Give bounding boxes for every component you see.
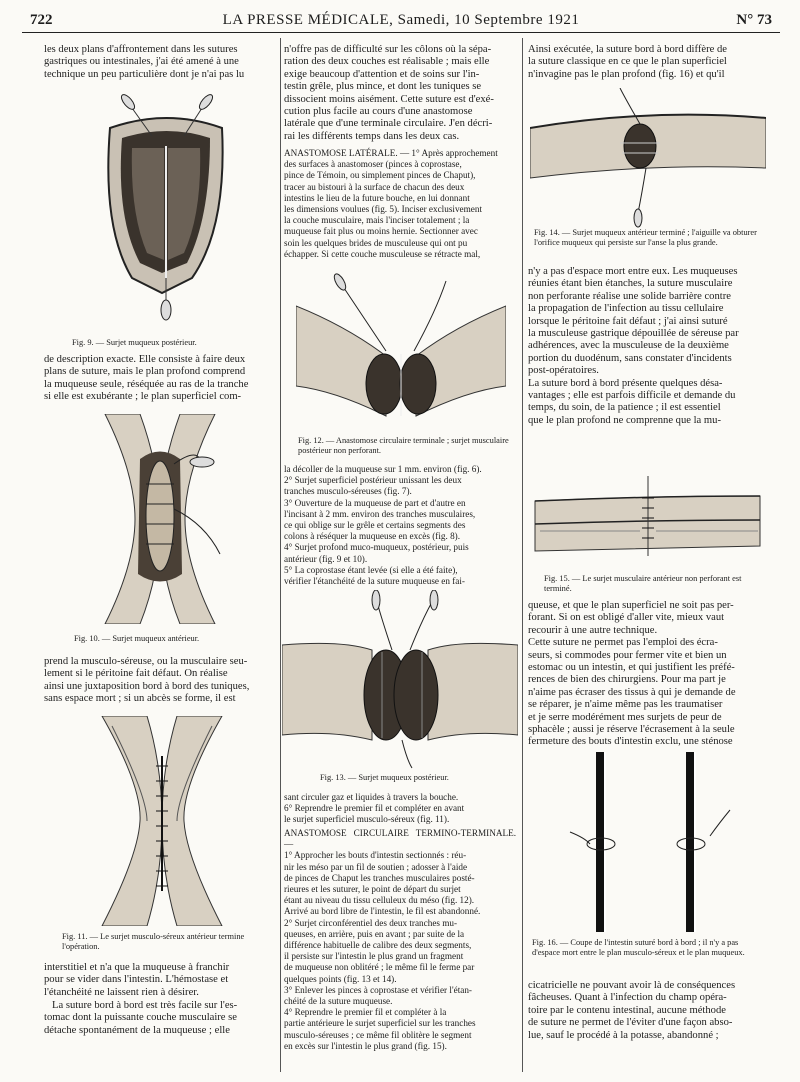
paragraph: les deux plans d'affrontement dans les sutures gastriques ou intestinales, j'ai été amené à une technique un peu particulière dont je n'ai pas lu [44,44,245,80]
figure-9-caption: Fig. 9. — Surjet muqueux postérieur. [72,338,197,347]
issue-number: N° 73 [736,12,772,28]
figure-15-caption: Fig. 15. — Le surjet musculaire antérieur non perforant est terminé. [544,574,742,593]
figure-13-illustration [282,590,518,770]
figure-10-caption: Fig. 10. — Surjet muqueux antérieur. [74,634,200,643]
page-number: 722 [30,12,53,28]
figure-13-caption: Fig. 13. — Surjet muqueux postérieur. [320,773,449,782]
figure-16-illustration [560,752,740,932]
paragraph: Ainsi exécutée, la suture bord à bord diffère de la suture classique en ce que le plan superficiel n'invagine pas le plan profond (fig. 16) et qu'il [528,44,727,80]
figure-11-caption: Fig. 11. — Le surjet musculo-séreux antérieur termine l'opération. [62,932,245,951]
paragraph: de description exacte. Elle consiste à faire deux plans de suture, mais le plan profond comprend la muqueuse seule, réséquée au ras de la tranche si elle est exubérante ; le plan superficiel com- [44,354,249,403]
journal-title: LA PRESSE MÉDICALE, Samedi, 10 Septembre 1921 [222,12,580,28]
paragraph: n'offre pas de difficulté sur les côlons où la sépa- ration des deux couches est réalisable ; mais elle exige beaucoup d'attention et de soins sur l'in- testin grêle, plus mince, et dont les tuniques se dissocient moins aisément. Cette suture est d'exé- cution plus facile au cours d'une anastomose latérale que d'une terminale circulaire. J'en décri- rai les différents temps dans les deux cas. [284,44,494,142]
figure-15-illustration [530,436,766,566]
paragraph: la décoller de la muqueuse sur 1 mm. environ (fig. 6). 2° Surjet superficiel postérieur unissant les deux tranches musculo-séreuses (fig. 7). 3° Ouverture de la muqueuse de part et d'autre en l'incisant à 2 mm. environ des tranches musculaires, ce qui oblige sur le grêle et certains segments des colons à réséquer la muqueuse en excès (fig. 8). 4° Surjet profond muco-muqueux, postérieur, puis antérieur (fig. 9 et 10). 5° La coprostase étant levée (si elle a été faite), vérifier l'étanchéité de la suture muqueuse en fai- [284,464,482,587]
paragraph: interstitiel et n'a que la muqueuse à franchir pour se vider dans l'intestin. L'hémostase et l'étanchéité ne laissent rien à désirer. [44,962,230,998]
figure-12-caption: Fig. 12. — Anastomose circulaire terminale ; surjet musculaire postérieur non perforant. [298,436,509,455]
figure-10-illustration [80,414,240,624]
paragraph: La suture bord à bord est très facile sur l'es- tomac dont la puissante couche musculaire se détache spontanément de la muqueuse ; elle [44,1000,238,1036]
figure-16-caption: Fig. 16. — Coupe de l'intestin suturé bord à bord ; il n'y a pas d'espace mort entre le plan musculo-séreux et le plan muqueux. [532,938,745,957]
figure-9-illustration [92,88,242,328]
figure-14-illustration [530,88,766,228]
column-rule [280,38,281,1072]
paragraph: cicatricielle ne pouvant avoir là de conséquences fâcheuses. Quant à l'infection du champ opéra- toire par le contenu intestinal, aucune méthode de suture ne permet de l'éviter d'une façon abso- lue, sauf le procédé à la potasse, abandonné ; [528,980,736,1041]
figure-14-caption: Fig. 14. — Surjet muqueux antérieur terminé ; l'aiguille va obturer l'orifice muqueux qui persiste sur l'anse la plus grande. [534,228,757,247]
paragraph: n'y a pas d'espace mort entre eux. Les muqueuses réunies étant bien étanches, la suture musculaire non perforante réalise une solide barrière contre la propagation de l'infection au tissu cellulaire lorsque le péritoine fait défaut ; j'ai ainsi suturé la musculeuse gastrique dépouillée de séreuse par adhérences, avec la musculeuse de la deuxième portion du duodénum, sans constater d'incidents post-opératoires. La suture bord à bord présente quelques désa- vantages ; elle est parfois difficile et demande du temps, du soin, de la patience ; il est essentiel que le plan profond ne comprenne que la mu- [528,266,739,426]
figure-12-illustration [296,266,506,426]
paragraph: ANASTOMOSE CIRCULAIRE TERMINO-TERMINALE. — 1° Approcher les bouts d'intestin sectionnés : réu- nir les méso par un fil de soutien ; adosser à l'aide de pinces de Chaput les tranches musculaires posté- rieures et les suturer, le point de départ du surjet étant au niveau du tissu celluleux du méso (fig. 12). Arrivé au bord libre de l'intestin, le fil est abandonné. 2° Surjet circonférentiel des deux tranches mu- queuses, en arrière, puis en avant ; par suite de la différence habituelle de calibre des deux segments, il persiste sur l'intestin le plus grand un fragment de muqueuse non oblitéré ; le même fil le ferme par quelques points (fig. 13 et 14). 3° Enlever les pinces à coprostase et vérifier l'étan- chéité de la suture muqueuse. 4° Reprendre le premier fil et compléter à la partie antérieure le surjet superficiel sur les tranches musculo-séreuses ; ce même fil oblitère le segment en excès sur l'intestin le plus grand (fig. 15). [284,828,516,1051]
column-rule [522,38,523,1072]
paragraph: ANASTOMOSE LATÉRALE. — 1° Après approchement des surfaces à anastomoser (pinces à coprostase, pince de Témoin, ou simplement pinces de Chaput), tracer au bistouri à la surface de chacun des deux intestins le lieu de la future bouche, en lui donnant les dimensions voulues (fig. 5). Inciser exclusivement la couche musculaire, mais l'inciser totalement ; la muqueuse fait plus ou moins hernie. Sectionner avec soin les quelques brides de musculeuse qui ont pu échapper. Si cette couche musculeuse se rétracte mal, [284,148,498,259]
paragraph: sant circuler gaz et liquides à travers la bouche. 6° Reprendre le premier fil et compléter en avant le surjet superficiel musculo-séreux (fig. 11). [284,792,465,825]
figure-11-illustration [92,716,232,926]
page-header [22,10,780,33]
paragraph: prend la musculo-séreuse, ou la musculaire seu- lement si le péritoine fait défaut. On réalise ainsi une juxtaposition bord à bord des tuniques, sans espace mort ; si un abcès se forme, il est [44,656,250,705]
paragraph: queuse, et que le plan superficiel ne soit pas per- forant. Si on est obligé d'aller vite, mieux vaut recourir à une autre technique. Cette suture ne permet pas l'emploi des écra- seurs, si commodes pour fermer vite et bien un estomac ou un intestin, et qui justifient les préfé- rences de bien des chirurgiens. Pour ma part je n'aime pas écraser des tissus à qui je demande de se réparer, je n'aime même pas les traumatiser et je serre modérément mes surjets de peur de sphacèle ; aussi je réserve l'écrasement à la seule fermeture des bouts d'intestin exclu, une sténose [528,600,736,748]
